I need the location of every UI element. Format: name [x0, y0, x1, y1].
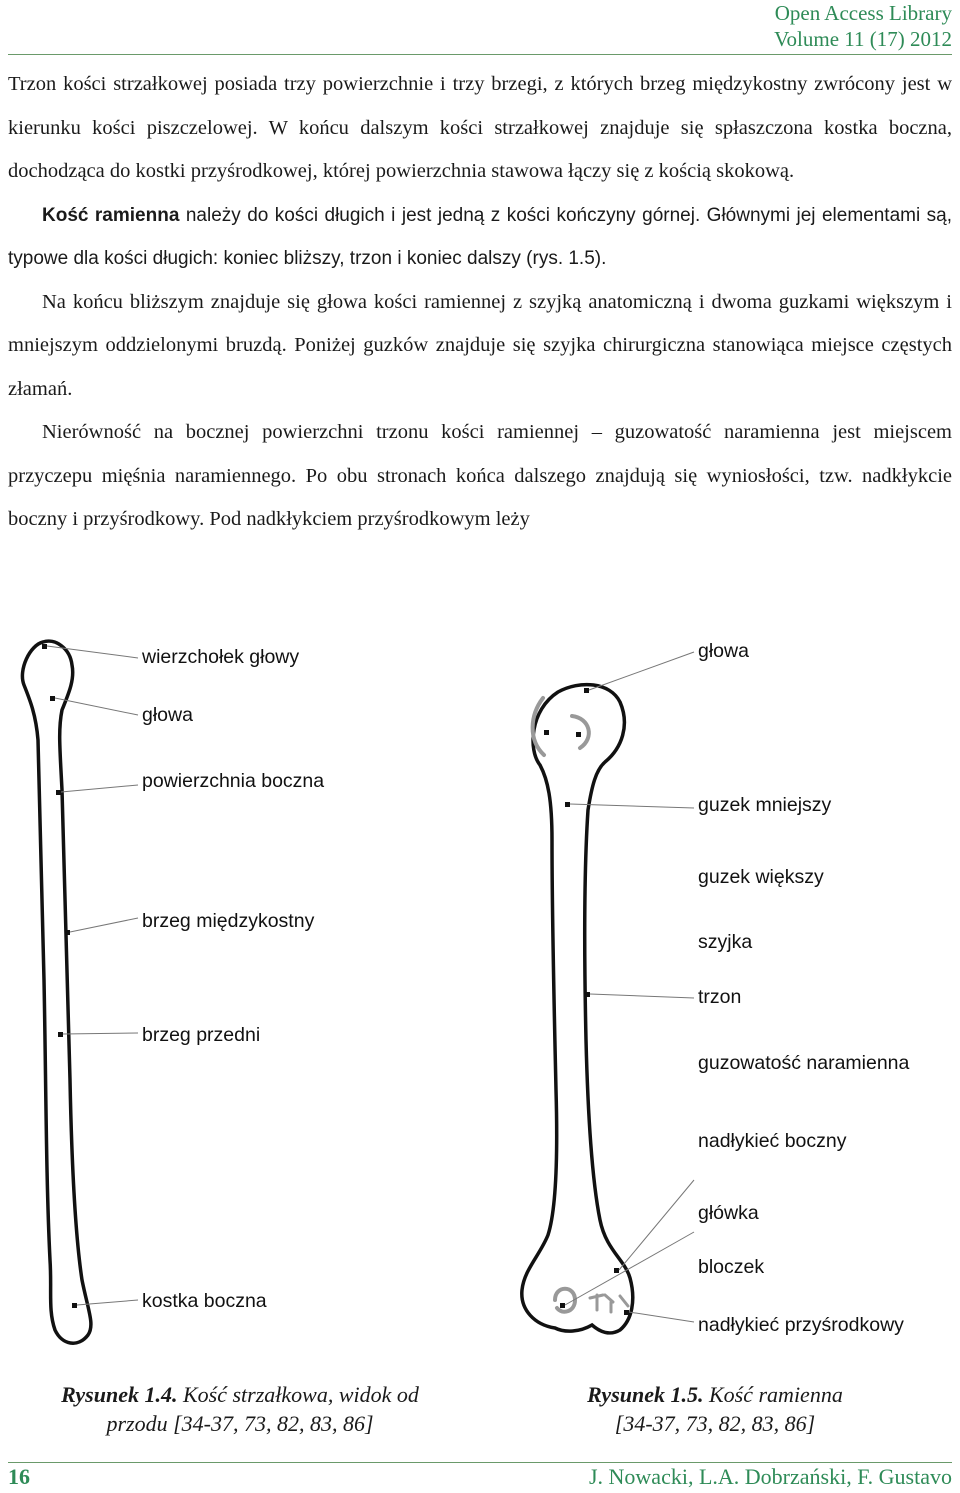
paragraph-proximal-end: Na końcu bliższym znajduje się głowa kości ramiennej z szyjką anatomiczną i dwoma guzkami większym i mniejszym oddzielonymi bruzdą. Poniżej guzków znajduje się szyjka chirurgiczna stanowiąca miejsce częstych złamań. — [8, 290, 952, 400]
paragraph-humerus-text: należy do kości długich i jest jedną z kości kończyny górnej. Głównymi jej elementami są, typowe dla kości długich: koniec bliższy, trzon i koniec dalszy (rys. 1.5). — [8, 204, 952, 269]
leader-line — [565, 1232, 694, 1305]
caption-label: Rysunek 1.5. — [587, 1382, 704, 1407]
fibula-marker — [58, 1032, 63, 1037]
journal-title: Open Access Library — [774, 1, 952, 25]
leader-line — [70, 918, 138, 932]
caption-text: Kość ramienna — [703, 1382, 843, 1407]
caption-text: Kość strzałkowa, widok od — [177, 1382, 419, 1407]
caption-text: [34-37, 73, 82, 83, 86] — [614, 1411, 816, 1436]
caption-label: Rysunek 1.4. — [61, 1382, 178, 1407]
label-lateral-epicondyle: nadłykieć boczny — [698, 1130, 847, 1152]
journal-header — [774, 0, 952, 52]
paragraph-humerus — [8, 194, 952, 281]
label-anterior-border: brzeg przedni — [142, 1024, 261, 1046]
footer-authors: J. Nowacki, L.A. Dobrzański, F. Gustavo — [588, 1464, 952, 1489]
leader-line — [61, 785, 138, 792]
humerus-trochlea-highlight — [590, 1295, 628, 1312]
header-divider — [8, 54, 952, 55]
leader-line — [47, 646, 138, 658]
humerus-marker — [544, 730, 549, 735]
label-fibula-head: głowa — [142, 704, 193, 726]
leader-line — [55, 698, 138, 715]
humerus-marker — [576, 732, 581, 737]
label-deltoid-tuberosity: guzowatość naramienna — [698, 1052, 910, 1074]
label-medial-epicondyle: nadłykieć przyśrodkowy — [698, 1314, 904, 1336]
label-neck: szyjka — [698, 931, 753, 953]
label-capitulum: główka — [698, 1202, 759, 1224]
leader-line — [619, 1180, 694, 1270]
humerus-marker — [624, 1310, 629, 1315]
label-lesser-tubercle: guzek mniejszy — [698, 794, 832, 816]
label-shaft: trzon — [698, 986, 742, 1008]
caption-figure-1-4 — [20, 1380, 460, 1438]
humerus-marker — [614, 1268, 619, 1273]
caption-figure-1-5 — [500, 1380, 930, 1438]
humerus-marker — [565, 802, 570, 807]
leader-line — [590, 994, 694, 998]
fibula-outline — [22, 641, 91, 1343]
body-text — [8, 63, 952, 542]
fibula-marker — [42, 644, 47, 649]
paragraph-distal-end: Nierówność na bocznej powierzchni trzonu kości ramiennej – guzowatość naramienna jest miejscem przyczepu mięśnia naramiennego. Po obu stronach końca dalszego znajdują się wyniosłości, tzw. nadkłykcie boczny i przyśrodkowy. Pod nadkłykciem przyśrodkowym leży — [8, 421, 952, 530]
term-humerus: Kość ramienna — [42, 204, 180, 226]
humerus-outline — [522, 685, 633, 1333]
fibula-marker — [56, 790, 61, 795]
caption-text: przodu [34-37, 73, 82, 83, 86] — [106, 1411, 374, 1436]
humerus-marker — [585, 992, 590, 997]
footer-divider — [8, 1462, 952, 1463]
label-lateral-surface: powierzchnia boczna — [142, 770, 325, 792]
paragraph-fibula: Trzon kości strzałkowej posiada trzy powierzchnie i trzy brzegi, z których brzeg międzykostny zwrócony jest w kierunku kości piszczelowej. W końcu dalszym kości strzałkowej znajduje się spłaszczona kostka boczna, dochodząca do kostki przyśrodkowej, której powierzchnia stawowa łączy się z kością skokową. — [8, 73, 952, 182]
figure-bones — [0, 620, 960, 1380]
label-apex-of-head: wierzchołek głowy — [142, 646, 300, 668]
humerus-condyle-highlight — [555, 1289, 575, 1312]
fibula-marker — [72, 1303, 77, 1308]
humerus-marker — [560, 1303, 565, 1308]
fibula-marker — [50, 696, 55, 701]
journal-volume: Volume 11 (17) 2012 — [774, 27, 952, 51]
humerus-marker — [584, 688, 589, 693]
leader-line — [589, 652, 694, 690]
label-interosseous-border: brzeg międzykostny — [142, 910, 315, 932]
label-trochlea: bloczek — [698, 1256, 765, 1278]
page-number: 16 — [8, 1464, 30, 1489]
bone-drawings — [0, 620, 960, 1380]
leader-line — [629, 1312, 694, 1322]
label-greater-tubercle: guzek większy — [698, 866, 824, 888]
leader-line — [63, 1033, 138, 1034]
label-lateral-malleolus: kostka boczna — [142, 1290, 267, 1312]
fibula-marker — [65, 930, 70, 935]
label-humerus-head: głowa — [698, 640, 749, 662]
